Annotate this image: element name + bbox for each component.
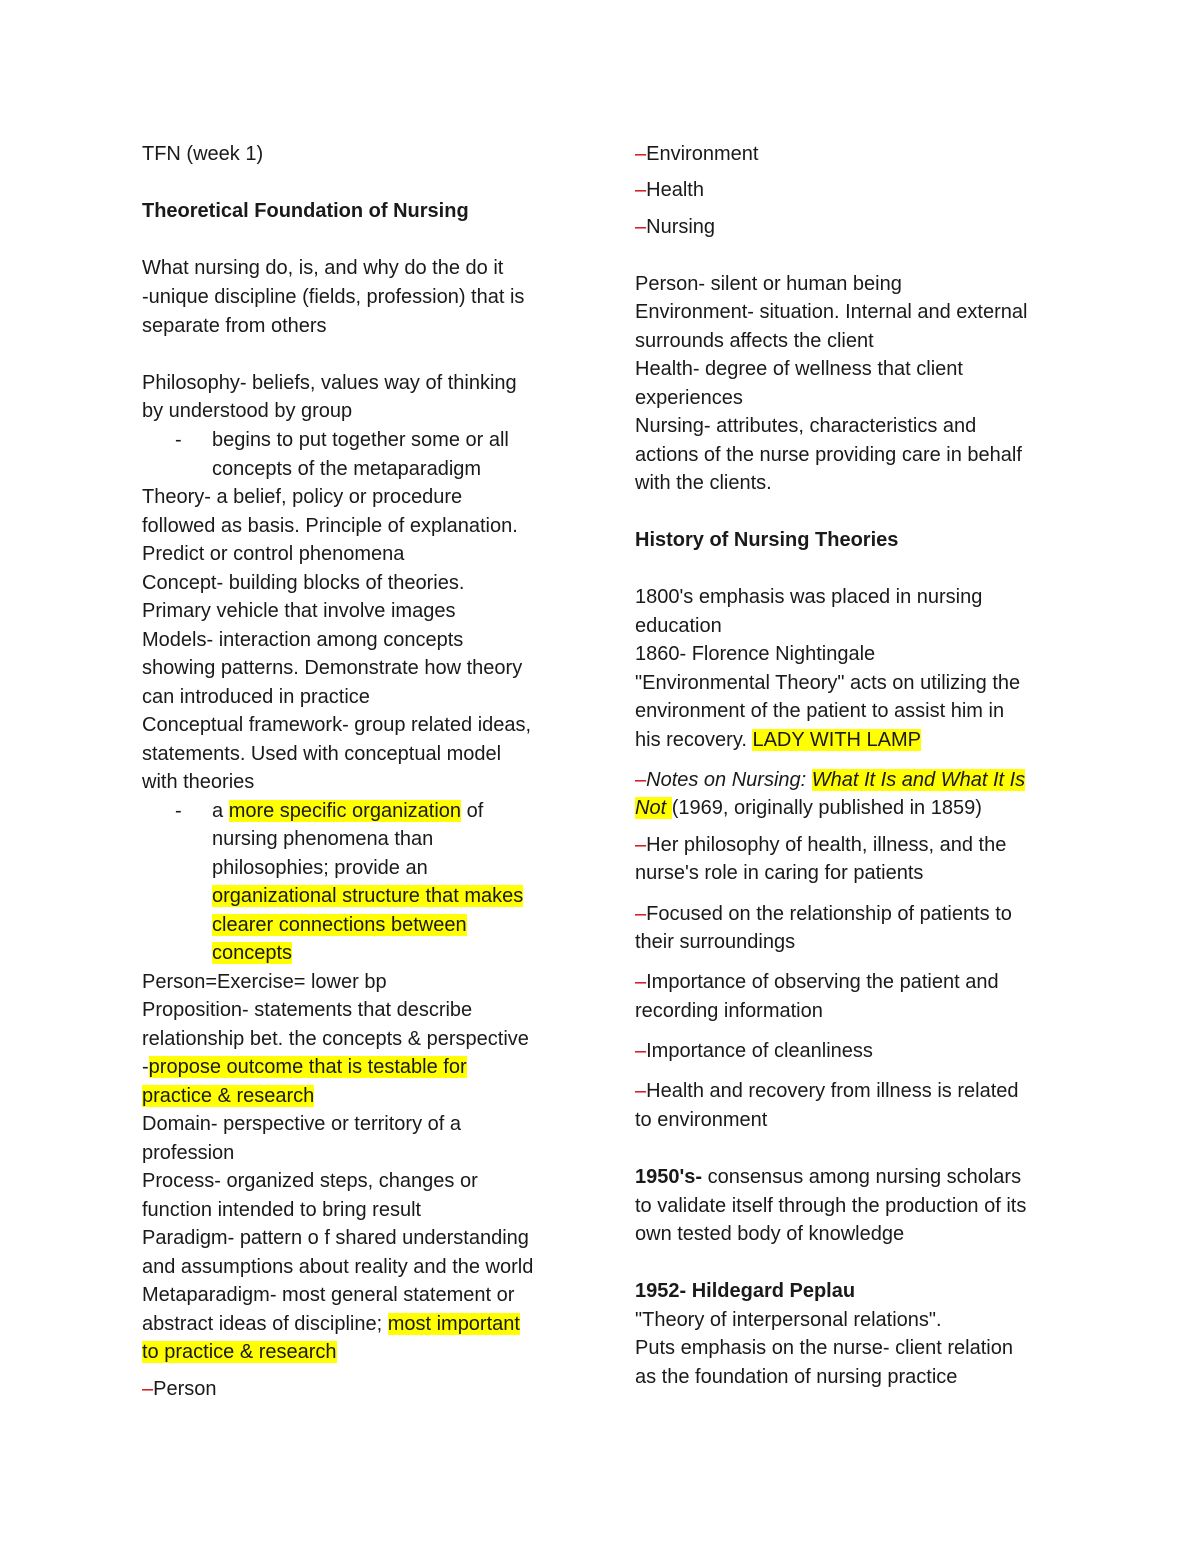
notes-line: –Notes on Nursing: What It Is and What It Is	[635, 769, 1026, 791]
definition-line: Domain- perspective or territory of a	[142, 1113, 462, 1135]
definition-line: relationship bet. the concepts & perspective	[142, 1028, 529, 1050]
metaparadigm-definition: with the clients.	[635, 472, 772, 494]
highlight: organizational structure that makes	[212, 885, 524, 907]
definition-line: followed as basis. Principle of explanation.	[142, 515, 518, 537]
bullet-line: a more specific organization of	[212, 800, 484, 822]
definition-line: statements. Used with conceptual model	[142, 743, 502, 765]
highlight: most important	[387, 1313, 520, 1335]
history-line: as the foundation of nursing practice	[635, 1366, 958, 1388]
history-line: to validate itself through the production of its	[635, 1195, 1027, 1217]
metaparadigm-definition: Environment- situation. Internal and external	[635, 301, 1028, 323]
bullet-mark: -	[175, 429, 182, 451]
highlight: concepts	[212, 942, 293, 964]
section-heading: History of Nursing Theories	[635, 529, 899, 551]
definition-line: and assumptions about reality and the world	[142, 1256, 534, 1278]
intro-line: -unique discipline (fields, profession) that is	[142, 286, 525, 308]
definition-line: Process- organized steps, changes or	[142, 1170, 478, 1192]
highlight: LADY WITH LAMP	[752, 729, 922, 751]
definition-line: Conceptual framework- group related ideas,	[142, 714, 532, 736]
metaparadigm-definition: Nursing- attributes, characteristics and	[635, 415, 977, 437]
list-item: –Her philosophy of health, illness, and the	[635, 834, 1007, 856]
metaparadigm-item-person: –Person	[142, 1378, 217, 1400]
history-line: own tested body of knowledge	[635, 1223, 905, 1245]
list-item: –Focused on the relationship of patients to	[635, 903, 1012, 925]
definition-line: Person=Exercise= lower bp	[142, 971, 387, 993]
history-line: 1860- Florence Nightingale	[635, 643, 876, 665]
bullet-line: nursing phenomena than	[212, 828, 434, 850]
metaparadigm-line	[142, 1338, 337, 1366]
highlight: more specific organization	[228, 800, 462, 822]
metaparadigm-definition: surrounds affects the client	[635, 330, 874, 352]
bullet-line: begins to put together some or all	[212, 429, 509, 451]
doc-header: TFN (week 1)	[142, 143, 264, 165]
metaparadigm-line: abstract ideas of discipline; most important	[142, 1313, 520, 1335]
history-line: "Environmental Theory" acts on utilizing the	[635, 672, 1021, 694]
list-item-continued: nurse's role in caring for patients	[635, 862, 924, 884]
highlight: clearer connections between	[212, 914, 467, 936]
definition-line: Metaparadigm- most general statement or	[142, 1284, 515, 1306]
definition-line: Models- interaction among concepts	[142, 629, 464, 651]
definition-line: Paradigm- pattern o f shared understanding	[142, 1227, 529, 1249]
doc-title: Theoretical Foundation of Nursing	[142, 200, 469, 222]
definition-line: Theory- a belief, policy or procedure	[142, 486, 463, 508]
philosophy-line: Philosophy- beliefs, values way of thinking	[142, 372, 517, 394]
bullet-line	[212, 939, 292, 967]
list-item-continued: to environment	[635, 1109, 768, 1131]
history-line: 1800's emphasis was placed in nursing	[635, 586, 983, 608]
history-1952-heading: 1952- Hildegard Peplau	[635, 1280, 856, 1302]
definition-line: Predict or control phenomena	[142, 543, 405, 565]
bullet-line	[212, 911, 467, 939]
definition-line: Proposition- statements that describe	[142, 999, 473, 1021]
philosophy-line: by understood by group	[142, 400, 353, 422]
proposition-line	[142, 1082, 314, 1110]
highlight: Not	[635, 797, 672, 819]
definition-line: with theories	[142, 771, 255, 793]
bullet-mark: -	[175, 800, 182, 822]
definition-line: Concept- building blocks of theories.	[142, 572, 465, 594]
history-line: his recovery. LADY WITH LAMP	[635, 729, 922, 751]
list-item-continued: recording information	[635, 1000, 823, 1022]
metaparadigm-definition: actions of the nurse providing care in behalf	[635, 444, 1022, 466]
highlight: propose outcome that is testable for	[148, 1056, 467, 1078]
bullet-line: philosophies; provide an	[212, 857, 428, 879]
history-line: "Theory of interpersonal relations".	[635, 1309, 942, 1331]
history-line: education	[635, 615, 722, 637]
intro-line: What nursing do, is, and why do the do it	[142, 257, 504, 279]
metaparadigm-item-nursing: –Nursing	[635, 216, 716, 238]
highlight: What It Is and What It Is	[811, 769, 1026, 791]
proposition-line: -propose outcome that is testable for	[142, 1056, 467, 1078]
highlight: practice & research	[142, 1085, 315, 1107]
metaparadigm-definition: experiences	[635, 387, 743, 409]
definition-line: can introduced in practice	[142, 686, 370, 708]
notes-line: Not (1969, originally published in 1859)	[635, 797, 982, 819]
metaparadigm-definition: Person- silent or human being	[635, 273, 902, 295]
list-item: –Importance of observing the patient and	[635, 971, 999, 993]
list-item-continued: their surroundings	[635, 931, 796, 953]
definition-line: showing patterns. Demonstrate how theory	[142, 657, 523, 679]
metaparadigm-item-health: –Health	[635, 179, 704, 201]
list-item: –Importance of cleanliness	[635, 1040, 873, 1062]
history-line: environment of the patient to assist him in	[635, 700, 1005, 722]
bullet-line	[212, 882, 523, 910]
intro-line: separate from others	[142, 315, 327, 337]
history-line: Puts emphasis on the nurse- client relation	[635, 1337, 1013, 1359]
definition-line: function intended to bring result	[142, 1199, 422, 1221]
list-item: –Health and recovery from illness is related	[635, 1080, 1019, 1102]
definition-line: profession	[142, 1142, 235, 1164]
highlight: to practice & research	[142, 1341, 337, 1363]
bullet-line: concepts of the metaparadigm	[212, 458, 482, 480]
history-1950: 1950's- consensus among nursing scholars	[635, 1166, 1022, 1188]
metaparadigm-item-environment: –Environment	[635, 143, 759, 165]
definition-line: Primary vehicle that involve images	[142, 600, 456, 622]
metaparadigm-definition: Health- degree of wellness that client	[635, 358, 963, 380]
